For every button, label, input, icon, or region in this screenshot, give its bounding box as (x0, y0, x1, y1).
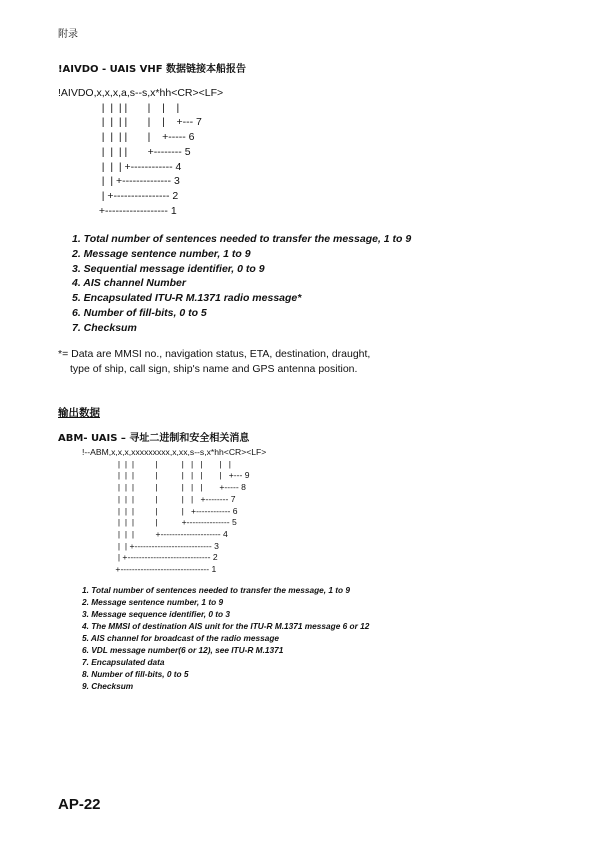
diagram-line: | | | | | +----- 6 (58, 131, 195, 144)
diagram-line: | | | | | +------------ 6 (82, 505, 238, 516)
field-item: 1. Total number of sentences needed to transfer the message, 1 to 9 (82, 585, 351, 595)
field-item: 2. Message sentence number, 1 to 9 (72, 247, 251, 260)
diagram-line: !--ABM,x,x,x,xxxxxxxxx,x,xx,s--s,x*hh<CR><LF> (82, 447, 267, 457)
page-number: AP-22 (58, 796, 101, 813)
abm-field-list (82, 584, 369, 692)
field-item: 4. The MMSI of destination AIS unit for the ITU-R M.1371 message 6 or 12 (82, 621, 370, 631)
field-item: 5. Encapsulated ITU-R M.1371 radio message* (72, 292, 302, 305)
diagram-line: | | +--------------------------- 3 (82, 540, 219, 551)
aivdo-footnote (58, 347, 478, 376)
diagram-line: | | | +------------ 4 (58, 160, 182, 173)
diagram-line: | | +-------------- 3 (58, 175, 180, 188)
field-item: 1. Total number of sentences needed to transfer the message, 1 to 9 (72, 233, 412, 245)
field-item: 5. AIS channel for broadcast of the radio message (82, 633, 280, 643)
field-item: 9. Checksum (82, 681, 134, 691)
output-data-heading: 输出数据 (58, 407, 100, 419)
field-item: 7. Encapsulated data (82, 657, 165, 667)
field-item: 3. Sequential message identifier, 0 to 9 (72, 262, 265, 275)
diagram-line: | +----------------------------- 2 (82, 552, 218, 563)
page-header: 附录 (58, 29, 78, 40)
field-item: 4. AIS channel Number (72, 277, 186, 290)
diagram-line: | | | | | | | (58, 101, 180, 114)
abm-sentence-diagram (82, 447, 266, 576)
abm-title: ABM- UAIS – 寻址二进制和安全相关消息 (58, 433, 250, 444)
aivdo-field-list (72, 232, 411, 336)
diagram-line: | | | | +--------------- 5 (82, 517, 237, 528)
field-item: 3. Message sequence identifier, 0 to 3 (82, 609, 231, 619)
diagram-line: | | | | | | +--- 7 (58, 116, 202, 129)
diagram-line: | | | | | | | | +--- 9 (82, 470, 250, 481)
field-item: 2. Message sentence number, 1 to 9 (82, 597, 224, 607)
footnote-line: type of ship, call sign, ship's name and GPS antenna position. (70, 362, 358, 375)
diagram-line: | | | | | | | | | (82, 458, 232, 469)
diagram-line: | | | | +-------- 5 (58, 145, 191, 158)
diagram-line: +------------------------------- 1 (82, 564, 217, 575)
diagram-line: | | | | | | +-------- 7 (82, 493, 236, 504)
field-item: 6. Number of fill-bits, 0 to 5 (72, 306, 207, 319)
diagram-line: | | | | | | | +----- 8 (82, 482, 246, 493)
field-item: 7. Checksum (72, 321, 137, 334)
diagram-line: !AIVDO,x,x,x,a,s--s,x*hh<CR><LF> (58, 87, 224, 99)
aivdo-title: !AIVDO - UAIS VHF 数据链接本船报告 (58, 64, 247, 75)
diagram-line: +------------------ 1 (58, 204, 177, 217)
field-item: 8. Number of fill-bits, 0 to 5 (82, 669, 189, 679)
diagram-line: | | | +--------------------- 4 (82, 528, 228, 539)
diagram-line: | +---------------- 2 (58, 189, 179, 202)
footnote-line: *= Data are MMSI no., navigation status, ETA, destination, draught, (58, 348, 371, 360)
field-item: 6. VDL message number(6 or 12), see ITU-R M.1371 (82, 645, 284, 655)
aivdo-sentence-diagram (58, 86, 223, 218)
